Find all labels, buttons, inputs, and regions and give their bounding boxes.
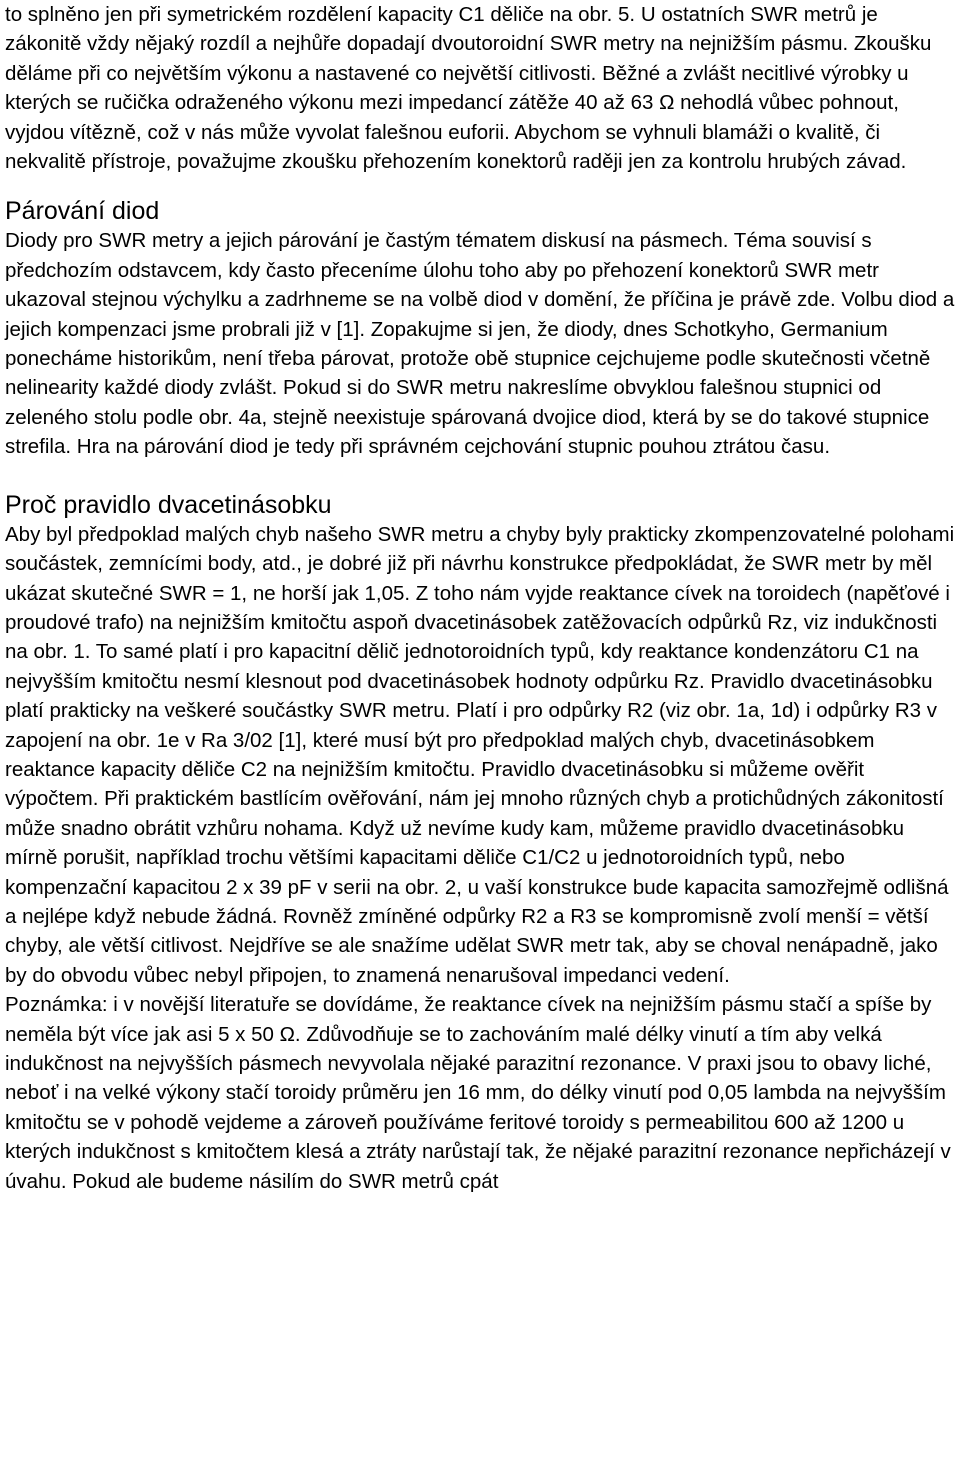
proc-paragraph: Aby byl předpoklad malých chyb našeho SWR metru a chyby byly prakticky zkompenzovatelné polohami součástek, zemnícími body, atd., je dobré již při návrhu konstrukce předpokládat, že SWR metr by měl ukázat skutečné SWR = 1, ne horší jak 1,05. Z toho nám vyjde reaktance cívek na toroidech (napěťové i proudové trafo) na nejnižším kmitočtu aspoň dvacetinásobek zatěžovacích odpůrků Rz, viz indukčnosti na obr. 1. To samé platí i pro kapacitní dělič jednotoroidních typů, kdy reaktance kondenzátoru C1 na nejvyšším kmitočtu nesmí klesnout pod dvacetinásobek hodnoty odpůrku Rz. Pravidlo dvacetinásobku platí prakticky na veškeré součástky SWR metru. Platí i pro odpůrky R2 (viz obr. 1a, 1d) i odpůrky R3 v zapojení na obr. 1e v Ra 3/02 [1], které musí být pro předpoklad malých chyb, dvacetinásobkem reaktance kapacity děliče C2 na nejnižším kmitočtu. Pravidlo dvacetinásobku si můžeme ověřit výpočtem. Při praktickém bastlícím ověřování, nám jej mnoho různých chyb a protichůdných zákonitostí může snadno obrátit vzhůru nohama. Když už nevíme kudy kam, můžeme pravidlo dvacetinásobku mírně porušit, například trochu většími kapacitami děliče C1/C2 u jednotoroidních typů, nebo kompenzační kapacitou 2 x 39 pF v serii na obr. 2, u vaší konstrukce bude kapacita samozřejmě odlišná a nejlépe když nebude žádná. Rovněž zmíněné odpůrky R2 a R3 se kompromisně zvolí menší = větší chyby, ale větší citlivost. Nejdříve se ale snažíme udělat SWR metr tak, aby se choval nenápadně, jako by do obvodu vůbec nebyl připojen, to znamená nenarušoval impedanci vedení. (5, 522, 955, 987)
parovani-paragraph: Diody pro SWR metry a jejich párování je častým tématem diskusí na pásmech. Téma souvisí s předchozím odstavcem, kdy často přeceníme úlohu toho aby po přehození konektorů SWR metr ukazoval stejnou výchylku a zadrhneme se na volbě diod v domění, že příčina je právě zde. Volbu diod a jejich kompenzaci jsme probrali již v [1]. Zopakujme si jen, že diody, dnes Schotkyho, Germanium ponecháme historikům, není třeba párovat, protože obě stupnice cejchujeme podle skutečnosti včetně nelinearity každé diody zvlášt. Pokud si do SWR metru nakreslíme obvyklou falešnou stupnici od zeleného stolu podle obr. 4a, stejně neexistuje spárovaná dvojice diod, která by se do takové stupnice strefila. Hra na párování diod je tedy při správném cejchování stupnic pouhou ztrátou času. (5, 229, 955, 459)
section-heading-proc-pravidlo: Proč pravidlo dvacetinásobku (5, 490, 332, 519)
intro-paragraph: to splněno jen při symetrickém rozdělení kapacity C1 děliče na obr. 5. U ostatních SWR metrů je zákonitě vždy nějaký rozdíl a nejhůře dopadají dvoutoroidní SWR metry na nejnižším pásmu. Zkoušku děláme při co největším výkonu a nastavené co největší citlivosti. Běžné a zvlášt necitlivé výrobky u kterých se ručička odraženého výkonu mezi impedancí zátěže 40 až 63 Ω nehodlá vůbec pohnout, vyjdou vítězně, což v nás může vyvolat falešnou euforii. Abychom se vyhnuli blamáži o kvalitě, či nekvalitě přístroje, považujme zkoušku přehozením konektorů raději jen za kontrolu hrubých závad. (5, 3, 932, 174)
note-paragraph: Poznámka: i v novější literatuře se dovídáme, že reaktance cívek na nejnižším pásmu stačí a spíše by neměla být více jak asi 5 x 50 Ω. Zdůvodňuje se to zachováním malé délky vinutí a tím aby velká indukčnost na nejvyšších pásmech nevyvolala nějaké parazitní rezonance. V praxi jsou to obavy liché, neboť i na velké výkony stačí toroidy průměru jen 16 mm, do délky vinutí pod 0,05 lambda na nejvyšším kmitočtu se v pohodě vejdeme a zároveň používáme feritové toroidy s permeabilitou 600 až 1200 u kterých indukčnost s kmitočtem klesá a ztráty narůstají tak, že nějaké parazitní rezonance nepřicházejí v úvahu. Pokud ale budeme násilím do SWR metrů cpát (5, 993, 951, 1193)
section-heading-parovani-diod: Párování diod (5, 197, 160, 226)
